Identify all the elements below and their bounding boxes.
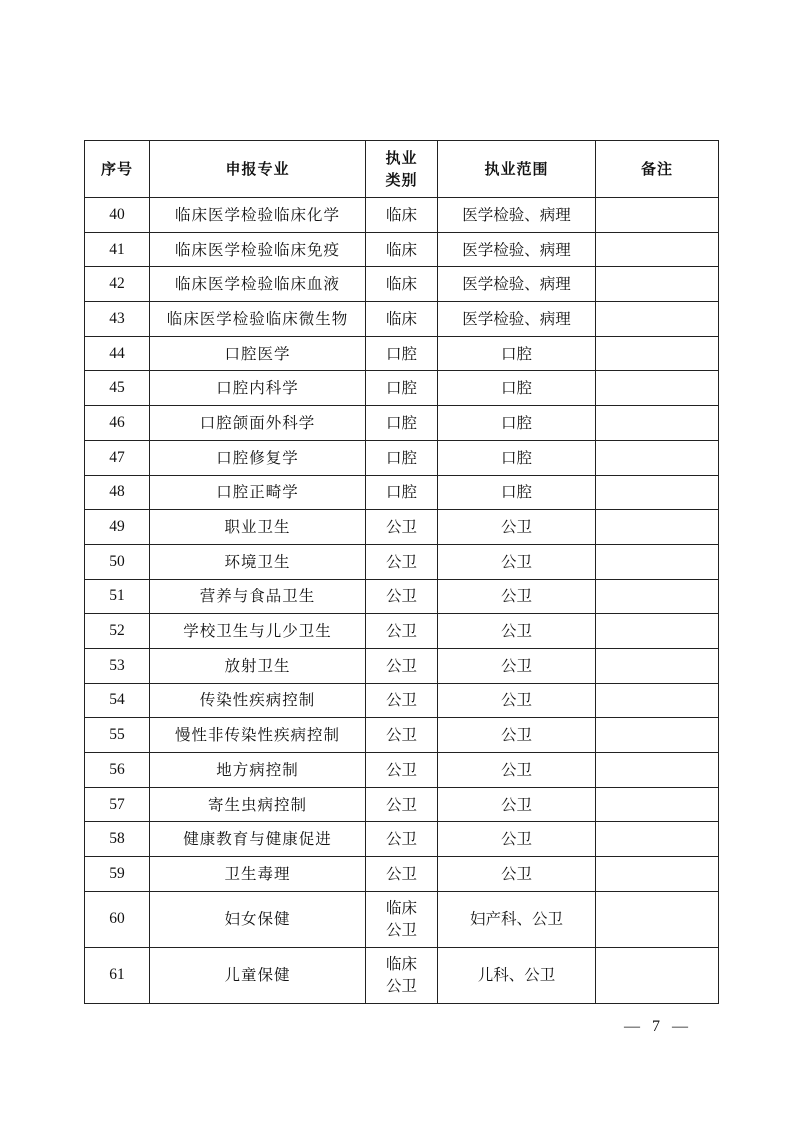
header-note: 备注	[596, 141, 719, 198]
cell-category	[366, 648, 438, 683]
table-row	[85, 336, 719, 371]
cell-num: 49	[85, 510, 150, 545]
header-num: 序号	[85, 141, 150, 198]
cell-num: 46	[85, 406, 150, 441]
cell-major: 放射卫生	[150, 648, 366, 683]
cell-category	[366, 857, 438, 892]
category-line: 公卫	[385, 830, 417, 849]
cell-major: 卫生毒理	[150, 857, 366, 892]
cell-major: 口腔医学	[150, 336, 366, 371]
cell-note	[596, 198, 719, 233]
category-line: 临床	[385, 899, 417, 918]
category-line: 公卫	[385, 691, 417, 710]
category-line: 口腔	[385, 379, 417, 398]
cell-major: 传染性疾病控制	[150, 683, 366, 718]
table-row	[85, 232, 719, 267]
table-row	[85, 302, 719, 337]
category-line: 临床	[385, 309, 417, 328]
cell-scope: 口腔	[438, 475, 596, 510]
cell-note	[596, 544, 719, 579]
header-major: 申报专业	[150, 141, 366, 198]
cell-scope: 公卫	[438, 683, 596, 718]
table-row	[85, 857, 719, 892]
cell-major: 地方病控制	[150, 753, 366, 788]
table-row	[85, 648, 719, 683]
cell-category	[366, 891, 438, 947]
cell-num: 41	[85, 232, 150, 267]
cell-category	[366, 579, 438, 614]
table-row	[85, 440, 719, 475]
cell-category	[366, 406, 438, 441]
cell-category	[366, 544, 438, 579]
table-row	[85, 683, 719, 718]
category-line: 临床	[385, 205, 417, 224]
cell-major: 临床医学检验临床血液	[150, 267, 366, 302]
category-line: 公卫	[385, 864, 417, 883]
cell-num: 61	[85, 947, 150, 1003]
cell-scope: 医学检验、病理	[438, 267, 596, 302]
cell-major: 口腔颌面外科学	[150, 406, 366, 441]
cell-note	[596, 891, 719, 947]
category-line: 口腔	[385, 413, 417, 432]
cell-category	[366, 475, 438, 510]
category-line: 公卫	[385, 977, 417, 996]
table-row	[85, 947, 719, 1003]
cell-num: 40	[85, 198, 150, 233]
cell-note	[596, 718, 719, 753]
category-line: 公卫	[385, 518, 417, 537]
table-row	[85, 544, 719, 579]
cell-major: 职业卫生	[150, 510, 366, 545]
cell-scope: 公卫	[438, 787, 596, 822]
cell-major: 口腔正畸学	[150, 475, 366, 510]
cell-major: 儿童保健	[150, 947, 366, 1003]
cell-major: 营养与食品卫生	[150, 579, 366, 614]
cell-note	[596, 267, 719, 302]
category-line: 口腔	[385, 344, 417, 363]
category-line: 公卫	[385, 921, 417, 940]
cell-num: 56	[85, 753, 150, 788]
cell-num: 58	[85, 822, 150, 857]
category-line: 公卫	[385, 656, 417, 675]
cell-category	[366, 822, 438, 857]
table-row	[85, 475, 719, 510]
page-number: — 7 —	[624, 1018, 692, 1035]
cell-major: 健康教育与健康促进	[150, 822, 366, 857]
cell-category	[366, 302, 438, 337]
category-line: 公卫	[385, 795, 417, 814]
cell-scope: 公卫	[438, 544, 596, 579]
cell-note	[596, 822, 719, 857]
cell-note	[596, 510, 719, 545]
cell-note	[596, 232, 719, 267]
cell-note	[596, 614, 719, 649]
cell-note	[596, 683, 719, 718]
cell-note	[596, 406, 719, 441]
category-line: 公卫	[385, 726, 417, 745]
category-line: 公卫	[385, 587, 417, 606]
category-line: 公卫	[385, 760, 417, 779]
table-row	[85, 198, 719, 233]
table-row	[85, 753, 719, 788]
cell-major: 寄生虫病控制	[150, 787, 366, 822]
cell-category	[366, 267, 438, 302]
category-line: 公卫	[385, 552, 417, 571]
cell-num: 59	[85, 857, 150, 892]
cell-num: 52	[85, 614, 150, 649]
cell-major: 环境卫生	[150, 544, 366, 579]
header-category	[366, 141, 438, 198]
cell-major: 临床医学检验临床微生物	[150, 302, 366, 337]
cell-major: 妇女保健	[150, 891, 366, 947]
table-row	[85, 510, 719, 545]
cell-scope: 儿科、公卫	[438, 947, 596, 1003]
table-row	[85, 579, 719, 614]
category-line: 口腔	[385, 483, 417, 502]
cell-scope: 公卫	[438, 718, 596, 753]
cell-num: 50	[85, 544, 150, 579]
cell-scope: 医学检验、病理	[438, 198, 596, 233]
header-category-line2: 类别	[385, 171, 418, 189]
cell-note	[596, 475, 719, 510]
category-line: 临床	[385, 275, 417, 294]
cell-num: 43	[85, 302, 150, 337]
cell-num: 45	[85, 371, 150, 406]
cell-num: 55	[85, 718, 150, 753]
header-scope: 执业范围	[438, 141, 596, 198]
cell-major: 慢性非传染性疾病控制	[150, 718, 366, 753]
table-row	[85, 371, 719, 406]
cell-num: 48	[85, 475, 150, 510]
cell-num: 44	[85, 336, 150, 371]
cell-scope: 医学检验、病理	[438, 232, 596, 267]
cell-scope: 公卫	[438, 822, 596, 857]
cell-scope: 公卫	[438, 648, 596, 683]
cell-scope: 口腔	[438, 371, 596, 406]
cell-num: 51	[85, 579, 150, 614]
cell-note	[596, 302, 719, 337]
table-row	[85, 891, 719, 947]
cell-num: 42	[85, 267, 150, 302]
cell-num: 57	[85, 787, 150, 822]
cell-note	[596, 336, 719, 371]
cell-major: 口腔内科学	[150, 371, 366, 406]
cell-scope: 公卫	[438, 753, 596, 788]
cell-note	[596, 753, 719, 788]
cell-major: 口腔修复学	[150, 440, 366, 475]
table-row	[85, 614, 719, 649]
table-row	[85, 267, 719, 302]
table-row	[85, 718, 719, 753]
table-row	[85, 406, 719, 441]
category-line: 口腔	[385, 448, 417, 467]
cell-scope: 妇产科、公卫	[438, 891, 596, 947]
cell-num: 60	[85, 891, 150, 947]
cell-scope: 口腔	[438, 336, 596, 371]
cell-category	[366, 198, 438, 233]
cell-scope: 公卫	[438, 614, 596, 649]
cell-num: 47	[85, 440, 150, 475]
category-line: 公卫	[385, 622, 417, 641]
cell-note	[596, 579, 719, 614]
table-body	[85, 198, 719, 1004]
cell-category	[366, 683, 438, 718]
cell-category	[366, 718, 438, 753]
cell-note	[596, 787, 719, 822]
category-line: 临床	[385, 240, 417, 259]
cell-note	[596, 857, 719, 892]
header-category-line1: 执业	[385, 149, 418, 167]
cell-major: 临床医学检验临床免疫	[150, 232, 366, 267]
cell-major: 临床医学检验临床化学	[150, 198, 366, 233]
cell-category	[366, 947, 438, 1003]
cell-scope: 口腔	[438, 440, 596, 475]
cell-scope: 医学检验、病理	[438, 302, 596, 337]
table-row	[85, 787, 719, 822]
cell-category	[366, 232, 438, 267]
table-row	[85, 822, 719, 857]
cell-category	[366, 440, 438, 475]
cell-note	[596, 371, 719, 406]
cell-major: 学校卫生与儿少卫生	[150, 614, 366, 649]
cell-category	[366, 336, 438, 371]
cell-category	[366, 371, 438, 406]
cell-category	[366, 510, 438, 545]
category-line: 临床	[385, 955, 417, 974]
cell-num: 53	[85, 648, 150, 683]
cell-scope: 公卫	[438, 857, 596, 892]
cell-note	[596, 947, 719, 1003]
table-header-row	[85, 141, 719, 198]
cell-category	[366, 787, 438, 822]
cell-note	[596, 648, 719, 683]
cell-scope: 公卫	[438, 510, 596, 545]
specialty-table	[84, 140, 719, 1004]
cell-num: 54	[85, 683, 150, 718]
cell-scope: 公卫	[438, 579, 596, 614]
cell-note	[596, 440, 719, 475]
cell-category	[366, 753, 438, 788]
cell-category	[366, 614, 438, 649]
cell-scope: 口腔	[438, 406, 596, 441]
